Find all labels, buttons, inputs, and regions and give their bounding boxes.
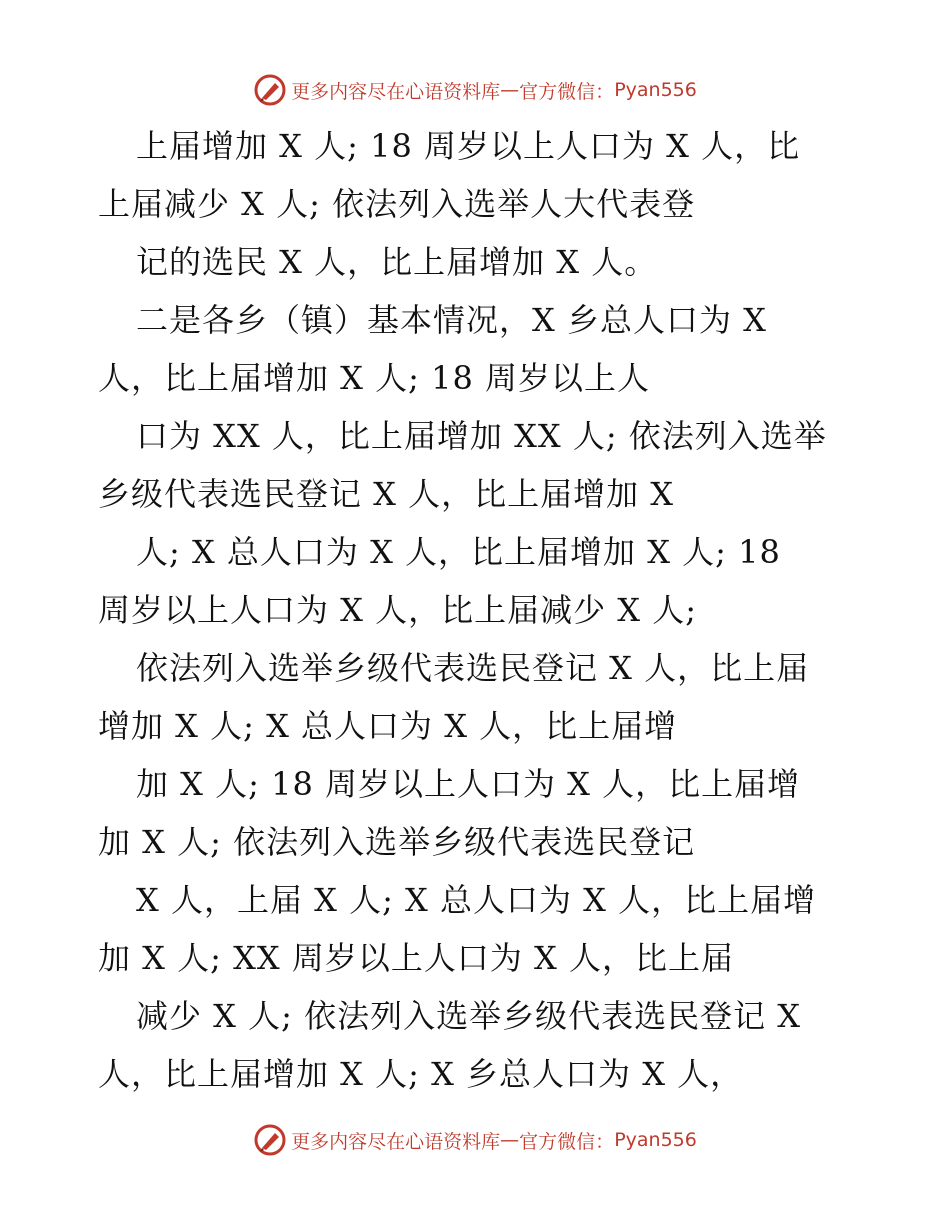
- footer-banner: [0, 1120, 950, 1160]
- text-line: 人，比上届增加 X 人; X 乡总人口为 X 人，: [98, 1055, 744, 1093]
- banner-text: 更多内容尽在心语资料库: [291, 1130, 501, 1153]
- text-line: 周岁以上人口为 X 人，比上届减少 X 人;: [98, 591, 698, 629]
- text-line: 乡级代表选民登记 X 人，比上届增加 X: [98, 475, 675, 513]
- text-line: 二是各乡（镇）基本情况，X 乡总人口为 X: [136, 301, 767, 339]
- pen-logo-icon: [253, 1123, 287, 1157]
- text-line: 口为 XX 人，比上届增加 XX 人; 依法列入选举: [136, 417, 827, 455]
- pen-logo-icon: [253, 73, 287, 107]
- banner-separator: —: [500, 79, 520, 101]
- text-line: 减少 X 人; 依法列入选举乡级代表选民登记 X: [136, 997, 802, 1035]
- text-line: 人; X 总人口为 X 人，比上届增加 X 人; 18: [136, 533, 781, 571]
- banner-text: 更多内容尽在心语资料库: [291, 80, 501, 103]
- text-line: 记的选民 X 人，比上届增加 X 人。: [136, 243, 658, 281]
- text-line: 上届增加 X 人; 18 周岁以上人口为 X 人，比: [136, 127, 801, 165]
- header-banner: [0, 70, 950, 110]
- text-line: 加 X 人; XX 周岁以上人口为 X 人，比上届: [98, 939, 734, 977]
- text-line: 人，比上届增加 X 人; 18 周岁以上人: [98, 359, 650, 397]
- text-line: 增加 X 人; X 总人口为 X 人，比上届增: [98, 707, 678, 745]
- text-line: X 人，上届 X 人; X 总人口为 X 人，比上届增: [136, 881, 817, 919]
- banner-wechat-label: 官方微信：: [519, 80, 615, 103]
- text-line: 加 X 人; 18 周岁以上人口为 X 人，比上届增: [136, 765, 801, 803]
- banner-wechat-label: 官方微信：: [519, 1130, 615, 1153]
- text-line: 加 X 人; 依法列入选举乡级代表选民登记: [98, 823, 696, 861]
- banner-wechat-id: Pyan556: [614, 1129, 697, 1151]
- text-line: 上届减少 X 人; 依法列入选举人大代表登: [98, 185, 696, 223]
- banner-wechat-id: Pyan556: [614, 79, 697, 101]
- text-line: 依法列入选举乡级代表选民登记 X 人，比上届: [136, 649, 810, 687]
- banner-separator: —: [500, 1129, 520, 1151]
